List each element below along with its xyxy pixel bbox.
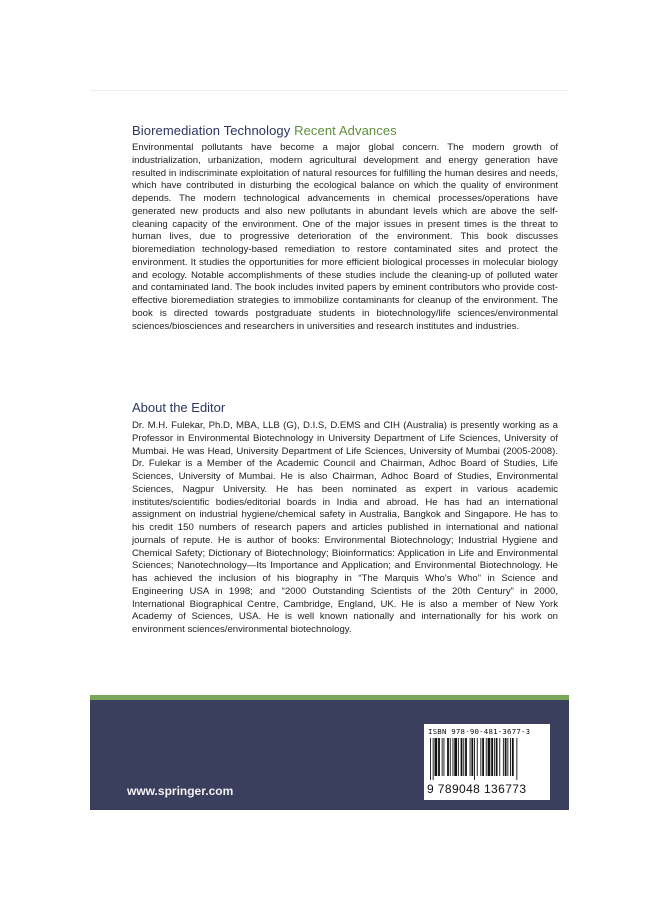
barcode-bar <box>516 738 517 780</box>
barcode-bar <box>488 738 491 776</box>
barcode-bar <box>486 738 487 776</box>
editor-bio: Dr. M.H. Fulekar, Ph.D, MBA, LLB (G), D.I.S, D.EMS and CIH (Australia) is presently working as a Professor in Environmental Biotechnology in University Department of Life Sciences, University of Mumbai. He was Head, University Department of Life Sciences, University of Mumbai (2005-2008). Dr. Fulekar is a Member of the Academic Council and Chairman, Adhoc Board of Studies, Life Sciences, University of Mumbai. He is also Chairman, Adhoc Board of Studies, Environmental Sciences, Nagpur University. He has been nominated as expert in various academic institutes/scientific bodies/editorial boards in India and abroad. He has had an international assignment on industrial hygiene/chemical safety in Australia, Bangkok and Singapore. He has to his credit 150 numbers of research papers and articles published in international and national journals of repute. He is author of books: Environmental Biotechnology; Industrial Hygiene and Chemical Safety; Dictionary of Biotechnology; Bioinformatics: Application in Life and Environmental Sciences; Nanotechnology—Its Importance and Application; and Environmental Biotechnology. He has achieved the inclusion of his biography in “The Marquis Who's Who” in Science and Engineering USA in 1998; and “2000 Outstanding Scientists of the 20th Century” in 2000, International Biographical Centre, Cambridge, England, UK. He is also a member of New York Academy of Sciences, USA. He is well known nationally and internationally for his work on environment sciences/environmental biotechnology. <box>132 420 558 635</box>
barcode-bar <box>433 738 434 780</box>
barcode-bar <box>430 738 431 780</box>
barcode-bar <box>482 738 484 776</box>
barcode-bar <box>512 738 514 776</box>
barcode-bar <box>505 738 507 776</box>
barcode-bar <box>435 738 438 776</box>
barcode-bar <box>507 738 508 776</box>
top-divider <box>90 90 569 91</box>
barcode-bar <box>450 738 451 776</box>
book-title-main: Bioremediation Technology <box>132 123 291 138</box>
back-cover <box>90 90 569 810</box>
barcode-bar <box>444 738 445 776</box>
barcode-bar <box>458 738 459 776</box>
footer-panel <box>90 700 569 810</box>
book-title <box>132 123 397 138</box>
publisher-website-link[interactable]: www.springer.com <box>127 784 234 798</box>
barcode-bar <box>465 738 467 776</box>
barcode-bar <box>494 738 495 776</box>
barcode-bar <box>461 738 463 776</box>
book-subtitle: Recent Advances <box>294 123 397 138</box>
barcode-bar <box>477 738 478 776</box>
barcode-bar <box>447 738 449 776</box>
barcode-bar <box>491 738 493 776</box>
isbn-label: ISBN 978-90-481-3677-3 <box>428 727 531 736</box>
barcode-bar <box>503 738 504 776</box>
barcode-bar <box>470 738 471 776</box>
barcode-bar <box>453 738 454 776</box>
barcode-bar <box>499 738 500 776</box>
barcode-bar <box>510 738 511 776</box>
book-summary: Environmental pollutants have become a major global concern. The modern growth of industrialization, urbanization, modern agricultural development and energy generation have resulted in indiscriminate exploitation of natural resources for fulfilling the human desires and needs, which have contributed in disturbing the ecological balance on which the quality of environment depends. The modern technological advancements in chemical processes/operations have generated new products and also new pollutants in abundant levels which are above the self-cleaning capacity of the environment. One of the major issues in present times is the threat to human lives, due to progressive deterioration of the environment. This book discusses bioremediation technology-based remediation to restore contaminated sites and protect the environment. It studies the opportunities for more efficient biological processes in molecular biology and ecology. Notable accomplishments of these studies include the cleaning-up of polluted water and contaminated land. The book includes invited papers by eminent contributors who provide cost-effective bioremediation strategies to immobilize contaminants for cleanup of the environment. The book is directed towards postgraduate students in biotechnology/life sciences/environmental sciences/biosciences and researchers in universities and research institutes and industries. <box>132 142 558 332</box>
barcode-bar <box>463 738 464 776</box>
barcode-bar <box>471 738 473 776</box>
barcode-bar <box>496 738 498 776</box>
barcode-bar <box>474 738 475 780</box>
isbn-barcode <box>424 724 550 800</box>
barcode-bar <box>454 738 457 776</box>
barcode-bars <box>430 738 544 780</box>
barcode-bar <box>438 738 440 776</box>
barcode-digits: 9 789048 136773 <box>427 782 527 796</box>
about-editor-heading: About the Editor <box>132 400 226 415</box>
barcode-bar <box>480 738 481 776</box>
barcode-bar <box>442 738 443 776</box>
